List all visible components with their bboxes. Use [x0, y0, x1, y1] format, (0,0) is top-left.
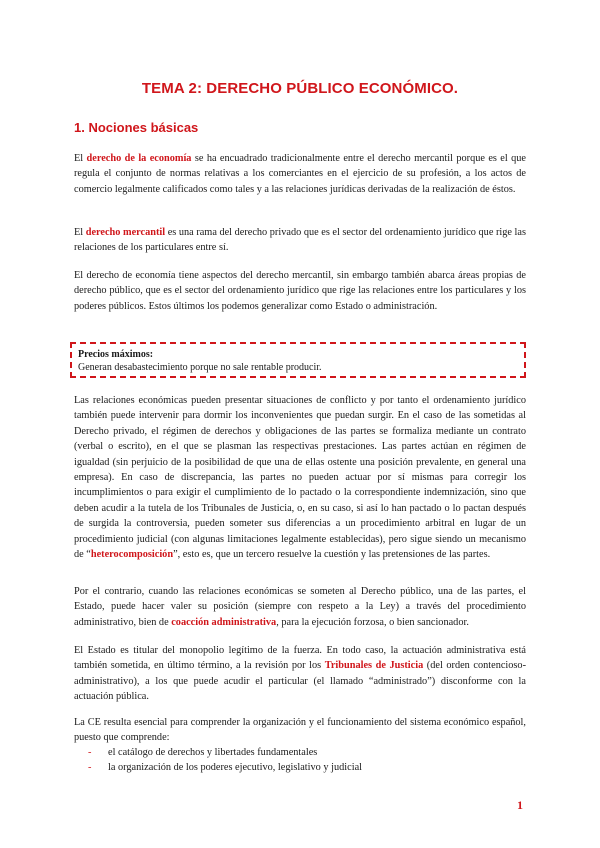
note-title: Precios máximos:: [78, 349, 154, 360]
list-item: [88, 745, 518, 760]
paragraph-1: [74, 151, 526, 197]
highlighted-term: derecho mercantil: [85, 227, 166, 238]
paragraph-text: se ha encuadrado tradicionalmente entre el derecho mercantil porque es el que regula el conjunto de normas relativas a los comerciantes en el ejercicio de su profesión, a los actos de comercio legalmente calificados como tales y a las relaciones jurídicas derivadas de la realización de éstos.: [74, 153, 526, 195]
paragraph-5: [74, 584, 526, 630]
paragraph-6: [74, 643, 526, 705]
paragraph-text: El Estado es titular del monopolio legítimo de la fuerza. En todo caso, la actuación administrativa está también sometida, en último término, a la revisión por los: [74, 645, 526, 672]
document-title: TEMA 2: DERECHO PÚBLICO ECONÓMICO.: [141, 80, 459, 97]
paragraph-text: El: [74, 227, 86, 238]
paragraph-2: [74, 225, 526, 256]
list-item-text: el catálogo de derechos y libertades fundamentales: [108, 747, 318, 758]
highlighted-term: Tribunales de Justicia: [324, 660, 424, 672]
highlighted-term: derecho de la economía: [86, 153, 192, 164]
paragraph-text: , para la ejecución forzosa, o bien sancionador.: [276, 616, 469, 628]
paragraph-text: Por el contrario, cuando las relaciones económicas se someten al Derecho público, una de las partes, el Estado, puede hacer valer su posición (siempre con respeto a la Ley) a través del procedimiento administrativo, bien de: [74, 586, 526, 628]
paragraph-7: La CE resulta esencial para comprender la organización y el funcionamiento del sistema económico español, puesto que comprende:: [74, 717, 526, 744]
paragraph-text: El: [74, 153, 87, 164]
bullet-list: [88, 745, 518, 776]
paragraph-text: Las relaciones económicas pueden presentar situaciones de conflicto y por tanto el ordenamiento jurídico también puede intervenir para dormir los inconvenientes que puedan surgir. En el caso de las sometidas al Derecho privado, el régimen de derechos y obligaciones de las partes se formaliza mediante un contrato (verbal o escrito), en el que se plasman las respectivas prestaciones. Las partes actúan en régimen de igualdad (sin perjuicio de la posibilidad de que una de ellas ostente una posición prevalente, en general una empresa). En caso de discrepancia, las partes no pueden actuar por sí mismas para corregir los incumplimientos o para exigir el cumplimiento de lo pactado o la correspondiente indemnización, sino que deben acudir a la tutela de los Tribunales de Justicia, o, en su caso, si así lo han pactado o lo pactan después de surgida la controversia, pueden someter sus diferencias a un procedimiento arbitral en lugar de un procedimiento judicial (con algunas limitaciones legalmente establecidas), pero sigue siendo un mecanismo de “: [74, 395, 526, 561]
paragraph-3: El derecho de economía tiene aspectos del derecho mercantil, sin embargo también abarca áreas propias de derecho público, que es el sector del ordenamiento jurídico que rige las relaciones entre los particulares y los poderes públicos. Estos últimos los podemos generalizar como Estado o administración.: [74, 270, 526, 312]
highlighted-term: heterocomposición: [90, 549, 174, 561]
highlighted-term: coacción administrativa: [171, 616, 277, 628]
paragraph-text: es una rama del derecho privado que es el sector del ordenamiento jurídico que rige las relaciones de los particulares entre sí.: [74, 227, 526, 254]
list-marker: -: [88, 762, 92, 774]
page-number: 1: [517, 798, 523, 812]
note-box: [70, 342, 526, 378]
paragraph-4: [74, 393, 526, 562]
list-marker: -: [88, 747, 92, 758]
list-item: [88, 760, 518, 775]
section-heading: 1. Nociones básicas: [74, 120, 199, 135]
paragraph-text: (del orden contencioso-administrativo), a los que puede acudir el particular (el llamado “administrado”) disconforme con la actuación pública.: [74, 660, 527, 703]
paragraph-text: ”, esto es, que un tercero resuelve la cuestión y las pretensiones de las partes.: [173, 549, 491, 561]
list-item-text: la organización de los poderes ejecutivo, legislativo y judicial: [108, 762, 363, 774]
note-text: Generan desabastecimiento porque no sale rentable producir.: [78, 361, 322, 373]
